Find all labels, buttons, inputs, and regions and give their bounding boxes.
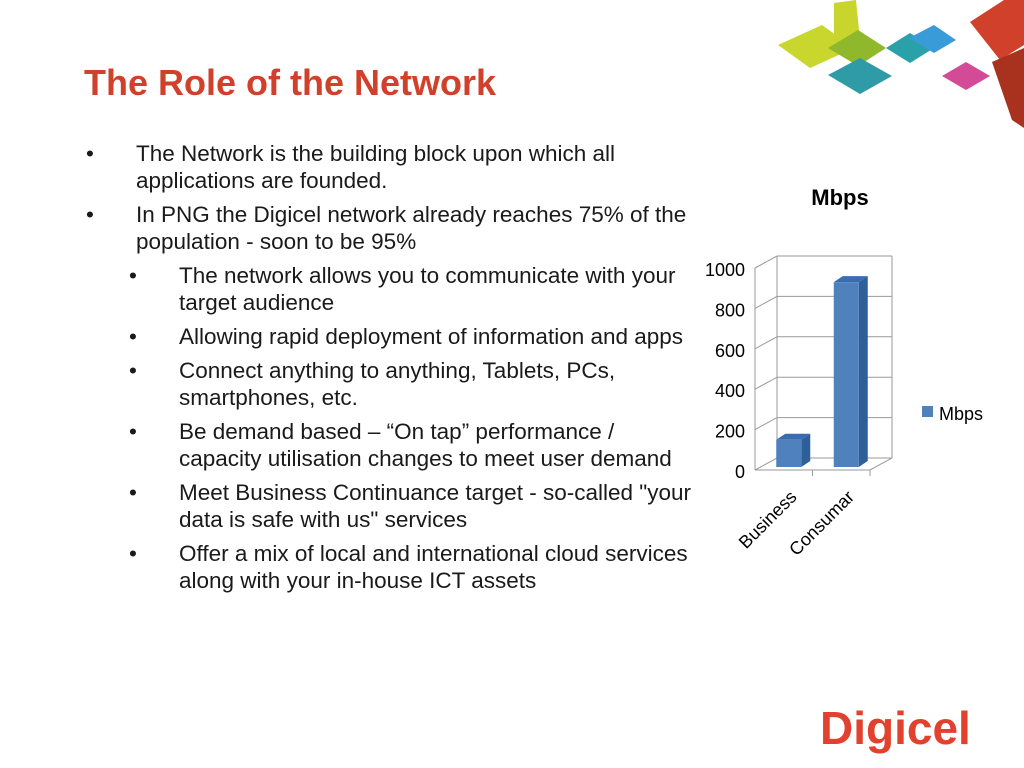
bullet-glyph: • bbox=[129, 480, 137, 505]
gridline bbox=[755, 418, 892, 430]
legend-swatch bbox=[922, 406, 933, 417]
decor-diamond-pink bbox=[942, 62, 990, 90]
bullet-text: In PNG the Digicel network already reaches 75% of the population - soon to be 95% bbox=[136, 202, 687, 254]
chart-grid bbox=[755, 256, 892, 470]
bullet-glyph: • bbox=[129, 419, 137, 444]
chart-title: Mbps bbox=[811, 185, 869, 210]
digicel-logo bbox=[820, 698, 1000, 758]
y-tick-label: 800 bbox=[714, 300, 745, 321]
bullet-item bbox=[86, 201, 696, 255]
x-tick-label: Consumar bbox=[785, 486, 859, 560]
y-tick-label: 200 bbox=[714, 421, 745, 442]
bullet-text: Meet Business Continuance target - so-called "your data is safe with us" services bbox=[179, 480, 691, 532]
sub-bullet-item bbox=[86, 357, 696, 411]
bar-chart bbox=[660, 170, 1020, 590]
bullet-text: Offer a mix of local and international cloud services along with your in-house ICT assets bbox=[179, 541, 688, 593]
chart-bars bbox=[776, 276, 868, 467]
brand-decor bbox=[774, 0, 1024, 130]
y-tick-label: 600 bbox=[714, 340, 745, 361]
bullet-glyph: • bbox=[129, 358, 137, 383]
decor-shard-red bbox=[970, 0, 1024, 60]
gridline bbox=[755, 296, 892, 308]
bullet-glyph: • bbox=[129, 541, 137, 566]
chart-legend bbox=[922, 404, 983, 424]
gridline bbox=[755, 458, 892, 470]
bullet-glyph: • bbox=[129, 324, 137, 349]
bullet-text: The network allows you to communicate with your target audience bbox=[179, 263, 676, 315]
bullet-glyph: • bbox=[86, 141, 94, 166]
bullet-list bbox=[86, 140, 696, 601]
digicel-logo-text: Digicel bbox=[820, 702, 971, 754]
bullet-text: Allowing rapid deployment of information and apps bbox=[179, 324, 684, 349]
bullet-item bbox=[86, 140, 696, 194]
bullet-glyph: • bbox=[129, 263, 137, 288]
bar-side bbox=[859, 276, 868, 467]
legend-label: Mbps bbox=[939, 404, 984, 424]
sub-bullet-item bbox=[86, 479, 696, 533]
decor-shard-dark-red bbox=[992, 48, 1024, 128]
gridline bbox=[755, 377, 892, 389]
sub-bullet-item bbox=[86, 418, 696, 472]
sub-bullet-item bbox=[86, 540, 696, 594]
x-tick-label: Business bbox=[734, 486, 801, 553]
bar bbox=[776, 440, 801, 467]
slide-title: The Role of the Network bbox=[84, 62, 497, 103]
floor-line bbox=[755, 458, 892, 470]
sub-bullet-item bbox=[86, 262, 696, 316]
bullet-glyph: • bbox=[86, 202, 94, 227]
bullet-text: Be demand based – “On tap” performance / capacity utilisation changes to meet user demand bbox=[179, 419, 672, 471]
sub-bullet-item bbox=[86, 323, 696, 350]
y-tick-label: 1000 bbox=[704, 260, 745, 280]
y-tick-label: 400 bbox=[714, 381, 745, 402]
gridline bbox=[755, 256, 892, 268]
gridline bbox=[755, 337, 892, 349]
bar bbox=[834, 282, 859, 467]
decor-diamond-teal bbox=[828, 58, 892, 94]
chart-y-axis bbox=[705, 260, 745, 482]
bullet-text: The Network is the building block upon which all applications are founded. bbox=[136, 141, 616, 193]
y-tick-label: 0 bbox=[734, 462, 745, 482]
bullet-text: Connect anything to anything, Tablets, PCs, smartphones, etc. bbox=[179, 358, 616, 410]
chart-x-axis bbox=[735, 470, 870, 560]
